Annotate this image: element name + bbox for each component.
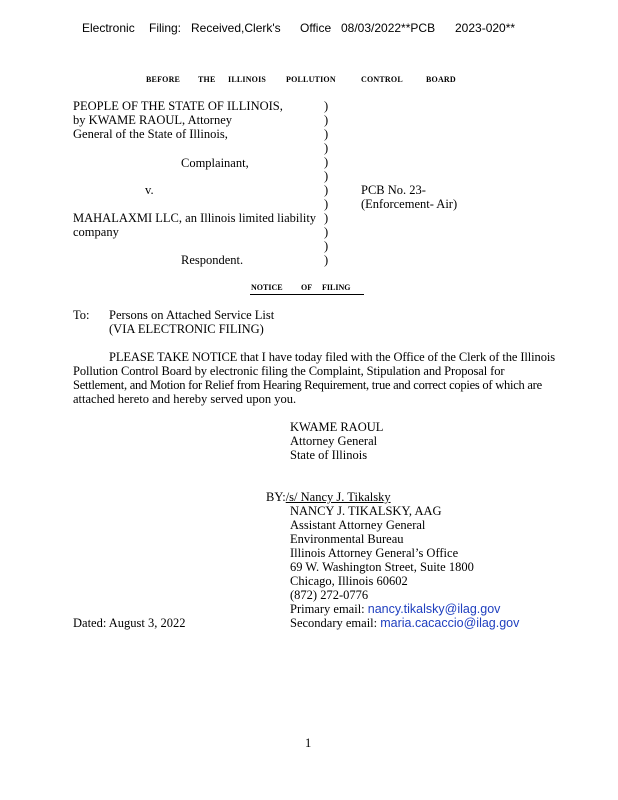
caption-paren: ) <box>324 99 329 113</box>
secondary-email-link[interactable]: maria.cacaccio@ilag.gov <box>380 616 520 630</box>
notice-word: NOTICE <box>251 283 283 292</box>
case-type: (Enforcement- Air) <box>361 197 458 211</box>
notice-title-underline <box>250 294 364 295</box>
to-method: (VIA ELECTRONIC FILING) <box>109 322 264 336</box>
board-word: THE <box>198 75 216 84</box>
by-label: BY: <box>266 490 286 504</box>
complainant-role: Complainant, <box>181 156 249 170</box>
header-date: 08/03/2022**PCB <box>341 21 436 35</box>
board-word: CONTROL <box>361 75 403 84</box>
caption-paren: ) <box>324 169 329 183</box>
signer-address2: Chicago, Illinois 60602 <box>290 574 408 588</box>
header-case: 2023-020** <box>455 21 516 35</box>
versus: v. <box>145 183 154 197</box>
electronic-signature: /s/ Nancy J. Tikalsky <box>285 490 391 504</box>
respondent-line: MAHALAXMI LLC, an Illinois limited liability <box>73 211 317 225</box>
attorney-name: KWAME RAOUL <box>290 420 384 434</box>
paragraph-line: attached hereto and hereby served upon you. <box>73 392 297 406</box>
complainant-line: General of the State of Illinois, <box>73 127 228 141</box>
paragraph-line: Pollution Control Board by electronic filing the Complaint, Stipulation and Proposal for <box>73 364 505 378</box>
dated-line: Dated: August 3, 2022 <box>73 616 186 630</box>
signer-phone: (872) 272-0776 <box>290 588 369 602</box>
board-word: ILLINOIS <box>228 75 267 84</box>
secondary-email-line <box>290 616 519 631</box>
signer-bureau: Environmental Bureau <box>290 532 404 546</box>
to-label: To: <box>73 308 90 322</box>
notice-word: OF <box>301 283 313 292</box>
respondent-role: Respondent. <box>181 253 244 267</box>
primary-email-link[interactable]: nancy.tikalsky@ilag.gov <box>367 602 501 616</box>
page-number: 1 <box>305 736 312 750</box>
paragraph-line: Settlement, and Motion for Relief from Hearing Requirement, true and correct copies of which are <box>73 378 542 392</box>
header-received: Received,Clerk's <box>191 21 281 35</box>
caption-paren: ) <box>324 225 329 239</box>
complainant-line: by KWAME RAOUL, Attorney <box>73 113 233 127</box>
caption-paren: ) <box>324 253 329 267</box>
board-word: BOARD <box>426 75 456 84</box>
notice-word: FILING <box>322 283 351 292</box>
caption-paren: ) <box>324 239 329 253</box>
primary-email-label: Primary email: <box>290 602 368 616</box>
secondary-email-label: Secondary email: <box>290 616 381 630</box>
caption-paren: ) <box>324 141 329 155</box>
caption-paren: ) <box>324 113 329 127</box>
signer-address1: 69 W. Washington Street, Suite 1800 <box>290 560 474 574</box>
header-office: Office <box>300 21 332 35</box>
case-number: PCB No. 23- <box>361 183 426 197</box>
signer-title: Assistant Attorney General <box>290 518 426 532</box>
signer-name: NANCY J. TIKALSKY, AAG <box>290 504 442 518</box>
primary-email-line <box>290 602 500 617</box>
attorney-state: State of Illinois <box>290 448 368 462</box>
paragraph-line: PLEASE TAKE NOTICE that I have today filed with the Office of the Clerk of the Illinois <box>109 350 555 364</box>
caption-paren: ) <box>324 211 329 225</box>
attorney-title: Attorney General <box>290 434 378 448</box>
caption-paren: ) <box>324 183 329 197</box>
complainant-line: PEOPLE OF THE STATE OF ILLINOIS, <box>73 99 283 113</box>
signature-by <box>266 490 391 505</box>
caption-paren: ) <box>324 155 329 169</box>
signer-office: Illinois Attorney General’s Office <box>290 546 459 560</box>
respondent-line: company <box>73 225 119 239</box>
header-electronic: Electronic <box>82 21 135 35</box>
to-recipients: Persons on Attached Service List <box>109 308 275 322</box>
board-word: POLLUTION <box>286 75 336 84</box>
caption-paren: ) <box>324 127 329 141</box>
caption-paren: ) <box>324 197 329 211</box>
header-filing: Filing: <box>149 21 182 35</box>
board-word: BEFORE <box>146 75 181 84</box>
